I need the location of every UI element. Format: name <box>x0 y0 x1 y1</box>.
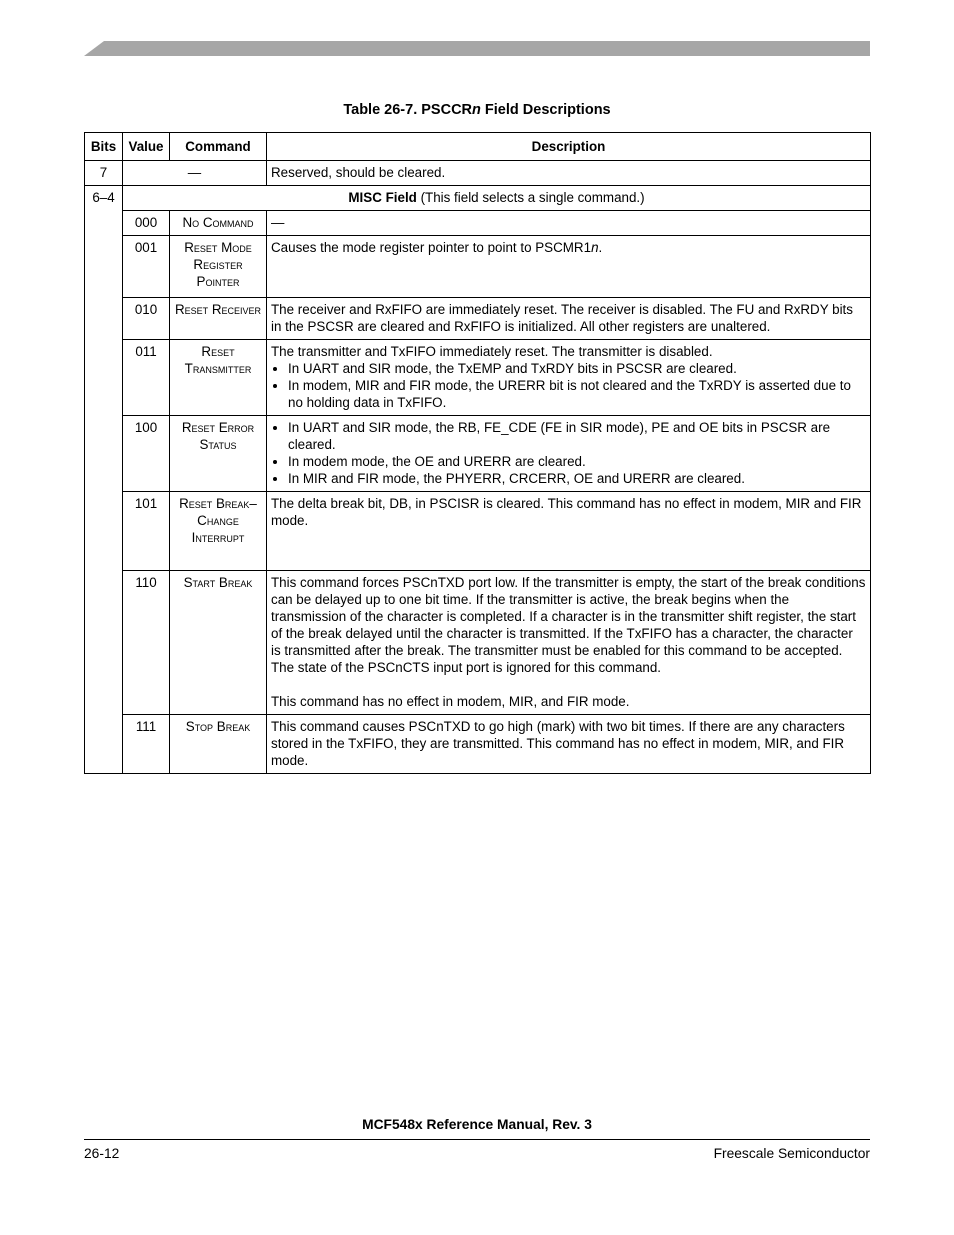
misc-field-heading: MISC Field (This field selects a single command.) <box>123 186 871 211</box>
command-cell: Reset Break–Change Interrupt <box>170 492 267 571</box>
description-cell <box>267 340 871 416</box>
table-row <box>85 571 871 715</box>
header-bits: Bits <box>85 133 123 161</box>
table-row <box>85 340 871 416</box>
list-item: • In modem, MIR and FIR mode, the URERR bit is not cleared and the TxRDY is asserted due to no holding data in TxFIFO. <box>288 377 866 411</box>
description-cell <box>267 416 871 492</box>
field-descriptions-table <box>84 132 871 774</box>
bullet-list <box>271 419 866 487</box>
table-row <box>85 186 871 211</box>
command-cell: No Command <box>170 211 267 236</box>
table-row <box>85 416 871 492</box>
page-number: 26-12 <box>84 1146 120 1161</box>
value-cell: 111 <box>123 715 170 774</box>
table-row <box>85 236 871 298</box>
list-item: • In UART and SIR mode, the TxEMP and TxRDY bits in PSCSR are cleared. <box>288 360 866 377</box>
description-paragraph: This command forces PSCnTXD port low. If the transmitter is empty, the start of the break conditions can be delayed up to one bit time. If the transmitter is active, the break begins when the transmission of the character is completed. If a character is in the transmitter shift register, the start of the break delayed until the character is transmitted. If the TxFIFO has a character, the character is transmitted after the break. The transmitter must be enabled for this command to be accepted. The state of the PSCnCTS input port is ignored for this command. <box>271 575 866 675</box>
command-cell: Stop Break <box>170 715 267 774</box>
bits-cell: 7 <box>85 161 123 186</box>
table-row <box>85 715 871 774</box>
description-cell: Reserved, should be cleared. <box>267 161 871 186</box>
description-cell: Causes the mode register pointer to point to PSCMR1n. <box>267 236 871 298</box>
description-cell: The receiver and RxFIFO are immediately reset. The receiver is disabled. The FU and RxRDY bits in the PSCSR are cleared and RxFIFO is initialized. All other registers are unaltered. <box>267 298 871 340</box>
description-cell: — <box>267 211 871 236</box>
description-cell: This command causes PSCnTXD to go high (mark) with two bit times. If there are any characters stored in the TxFIFO, they are transmitted. This command has no effect in modem, MIR, and FIR mode. <box>267 715 871 774</box>
footer-company: Freescale Semiconductor <box>713 1146 870 1161</box>
description-cell <box>267 571 871 715</box>
description-cell: The delta break bit, DB, in PSCISR is cleared. This command has no effect in modem, MIR and FIR mode. <box>267 492 871 571</box>
value-cell: 001 <box>123 236 170 298</box>
header-description: Description <box>267 133 871 161</box>
table-row <box>85 161 871 186</box>
command-cell: Start Break <box>170 571 267 715</box>
footer-manual-title: MCF548x Reference Manual, Rev. 3 <box>362 1117 592 1132</box>
table-title: Table 26-7. PSCCRn Field Descriptions <box>343 102 611 118</box>
bullet-list <box>271 360 866 411</box>
command-cell: Reset Receiver <box>170 298 267 340</box>
command-cell: — <box>123 161 267 186</box>
header-value: Value <box>123 133 170 161</box>
command-cell: Reset Transmitter <box>170 340 267 416</box>
value-cell: 101 <box>123 492 170 571</box>
value-cell: 000 <box>123 211 170 236</box>
list-item: • In UART and SIR mode, the RB, FE_CDE (FE in SIR mode), PE and OE bits in PSCSR are cleared. <box>288 419 866 453</box>
table-header-row <box>85 133 871 161</box>
command-cell: Reset Error Status <box>170 416 267 492</box>
table-row <box>85 298 871 340</box>
value-cell: 110 <box>123 571 170 715</box>
list-item: • In MIR and FIR mode, the PHYERR, CRCERR, OE and URERR are cleared. <box>288 470 866 487</box>
list-item: • In modem mode, the OE and URERR are cleared. <box>288 453 866 470</box>
description-paragraph: This command has no effect in modem, MIR, and FIR mode. <box>271 694 630 709</box>
table-row <box>85 211 871 236</box>
description-intro: The transmitter and TxFIFO immediately reset. The transmitter is disabled. <box>271 344 713 359</box>
value-cell: 011 <box>123 340 170 416</box>
header-command: Command <box>170 133 267 161</box>
bits-cell: 6–4 <box>85 186 123 774</box>
value-cell: 010 <box>123 298 170 340</box>
footer-divider <box>84 1139 870 1140</box>
value-cell: 100 <box>123 416 170 492</box>
table-row <box>85 492 871 571</box>
header-bar <box>84 41 870 56</box>
command-cell: Reset Mode Register Pointer <box>170 236 267 298</box>
